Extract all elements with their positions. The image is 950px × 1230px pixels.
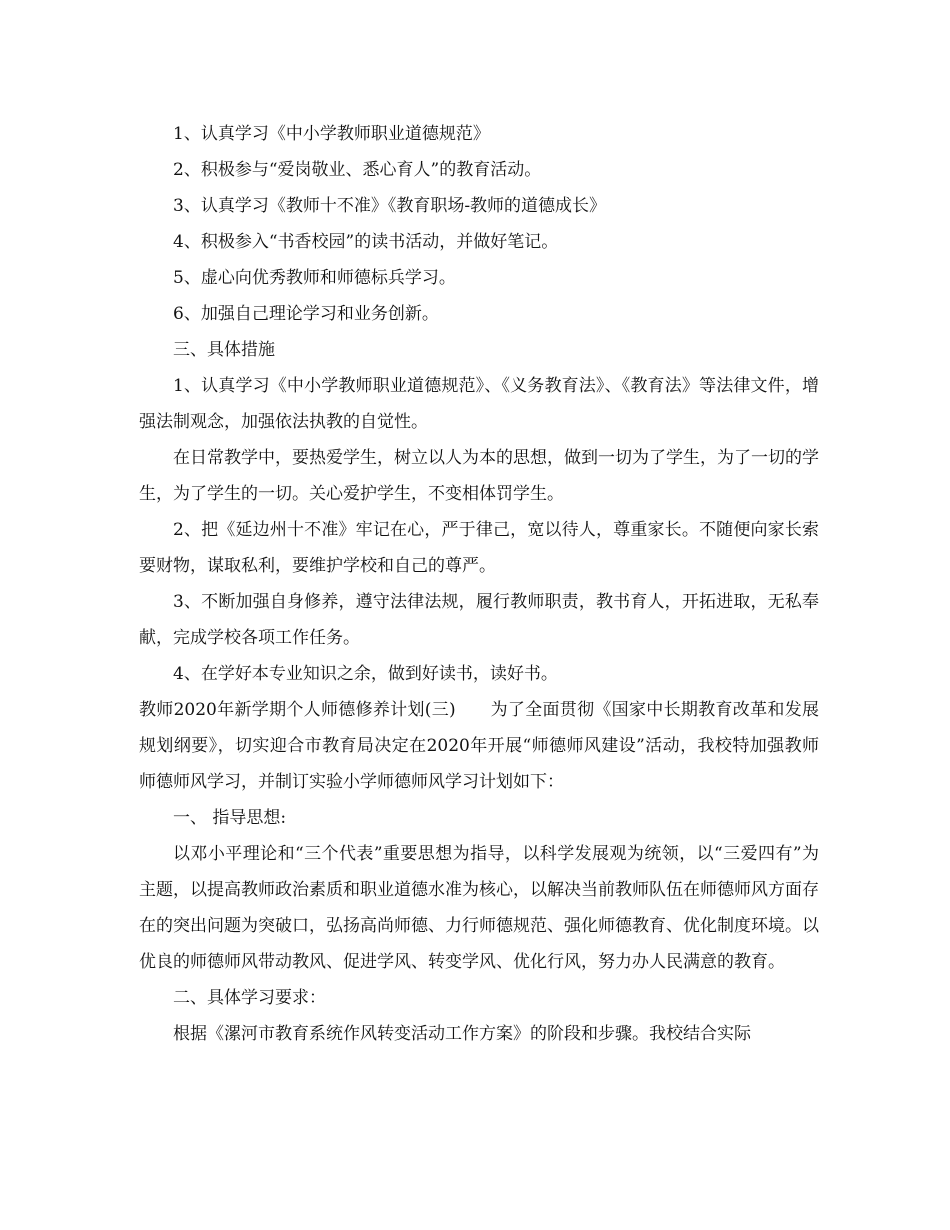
paragraph-8: 在日常教学中，要热爱学生，树立以人为本的思想，做到一切为了学生，为了一切的学生，为了学生的一切。关心爱护学生，不变相体罚学生。: [139, 448, 819, 504]
paragraph-7: 1、认真学习《中小学教师职业道德规范》、《义务教育法》、《教育法》等法律文件，增强法制观念，加强依法执教的自觉性。: [139, 376, 819, 432]
paragraph-6: 6、加强自己理论学习和业务创新。: [173, 304, 439, 324]
plan-title-paragraph: 教师2020年新学期个人师德修养计划(三) 为了全面贯彻《国家中长期教育改革和发展规划纲要》，切实迎合市教育局决定在2020年开展“师德师风建设”活动，我校特加强教师师德师风学习，并制订实验小学师德师风学习计划如下：: [139, 700, 819, 792]
paragraph-5: 5、虚心向优秀教师和师德标兵学习。: [173, 268, 456, 288]
section-heading-requirements: 二、具体学习要求：: [173, 988, 326, 1008]
section-heading-guiding: 一、 指导思想:: [173, 808, 287, 828]
paragraph-2: 2、积极参与“爱岗敬业、悉心育人”的教育活动。: [173, 160, 542, 180]
paragraph-1: 1、认真学习《中小学教师职业道德规范》: [173, 124, 490, 144]
paragraph-4: 4、积极参入“书香校园”的读书活动，并做好笔记。: [173, 232, 559, 252]
section-heading-measures: 三、具体措施: [173, 340, 275, 360]
paragraph-10: 3、不断加强自身修养，遵守法律法规，履行教师职责，教书育人，开拓进取，无私奉献，完成学校各项工作任务。: [139, 592, 819, 648]
paragraph-12: 以邓小平理论和“三个代表”重要思想为指导，以科学发展观为统领，以“三爱四有”为主题，以提高教师政治素质和职业道德水准为核心，以解决当前教师队伍在师德师风方面存在的突出问题为突破口，弘扬高尚师德、力行师德规范、强化师德教育、优化制度环境。以优良的师德师风带动教风、促进学风、转变学风、优化行风，努力办人民满意的教育。: [139, 844, 819, 972]
paragraph-11: 4、在学好本专业知识之余，做到好读书，读好书。: [173, 664, 558, 684]
paragraph-3: 3、认真学习《教师十不准》《教育职场-教师的道德成长》: [173, 196, 607, 216]
document-body: [139, 116, 819, 1052]
paragraph-9: 2、把《延边州十不准》牢记在心，严于律己，宽以待人，尊重家长。不随便向家长索要财物，谋取私利，要维护学校和自己的尊严。: [139, 520, 819, 576]
paragraph-13: 根据《漯河市教育系统作风转变活动工作方案》的阶段和步骤。我校结合实际: [173, 1024, 751, 1044]
